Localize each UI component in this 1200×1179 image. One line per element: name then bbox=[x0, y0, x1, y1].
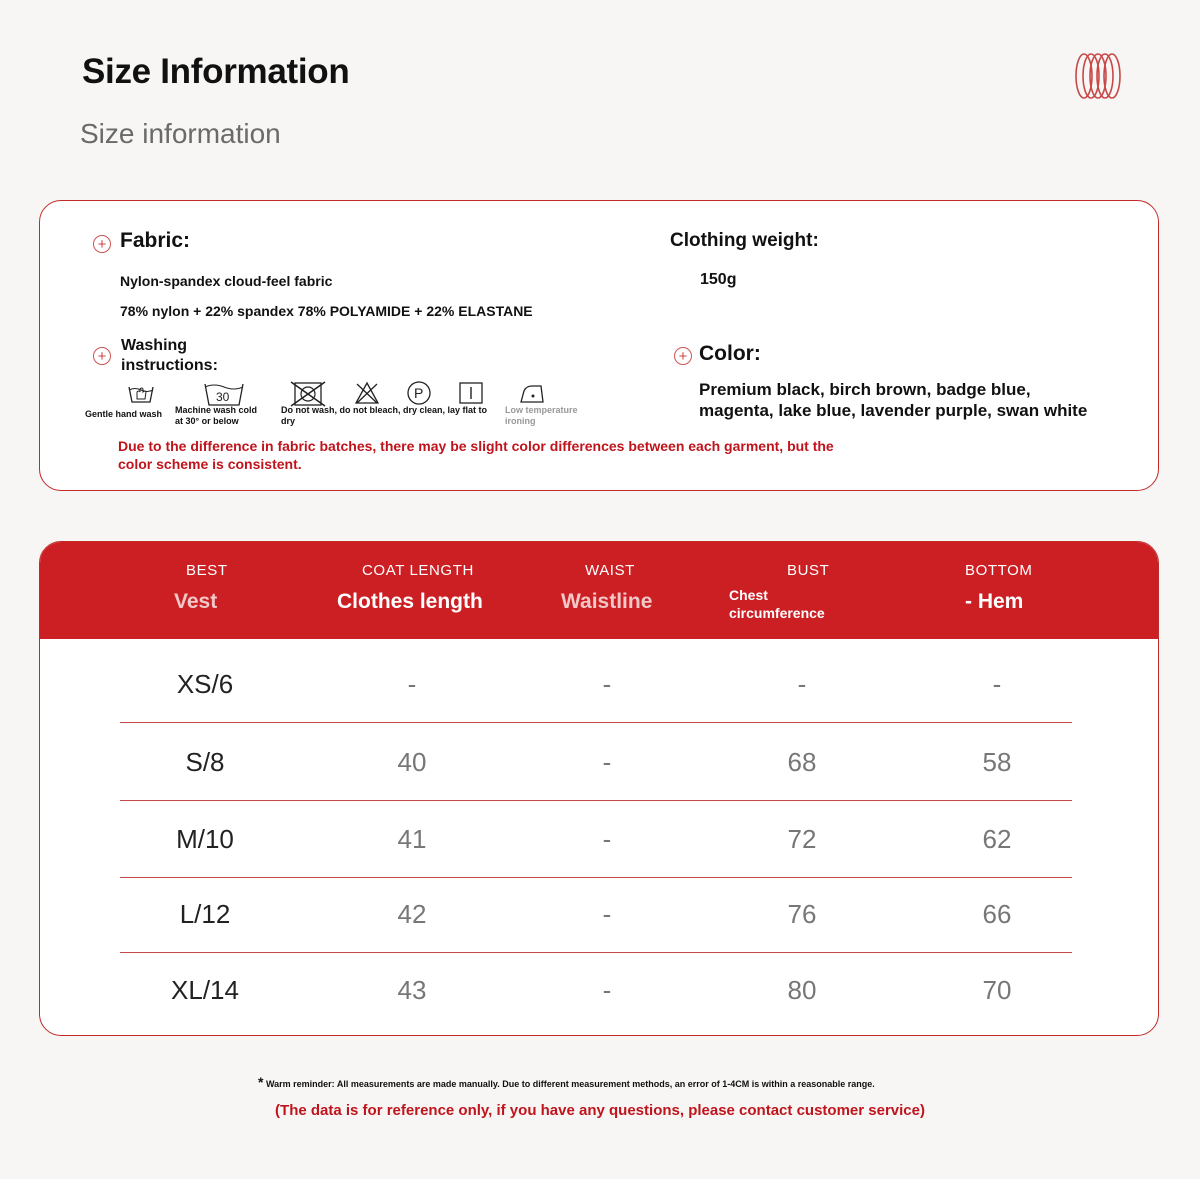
column-header-vest: Vest bbox=[174, 590, 218, 613]
table-row bbox=[120, 952, 1072, 1028]
table-row bbox=[120, 646, 1072, 723]
hem-cell: 58 bbox=[982, 747, 1012, 777]
size-cell: S/8 bbox=[185, 747, 225, 777]
hem-cell: - bbox=[992, 669, 1002, 699]
dry-clean-icon bbox=[406, 380, 432, 406]
column-header-chest-1: Chest bbox=[729, 587, 768, 603]
waist-cell: - bbox=[602, 824, 612, 854]
size-cell: M/10 bbox=[176, 824, 234, 854]
iron-label-2: ironing bbox=[505, 416, 536, 426]
column-header-waistline: Waistline bbox=[561, 590, 653, 613]
column-header-clothes-length: Clothes length bbox=[337, 590, 483, 613]
column-header-best: BEST bbox=[186, 562, 228, 579]
measurement-reminder bbox=[258, 1074, 875, 1090]
plus-icon: + bbox=[93, 235, 111, 253]
wash-30-label-1: Machine wash cold bbox=[175, 405, 258, 415]
length-cell: 42 bbox=[397, 899, 427, 929]
dry-clean-letter: P bbox=[414, 385, 424, 401]
plus-icon: + bbox=[674, 347, 692, 365]
column-header-chest-2: circumference bbox=[729, 605, 825, 621]
length-cell: 43 bbox=[397, 975, 427, 1005]
batch-note-line1: Due to the difference in fabric batches, there may be slight color differences between each garment, but the bbox=[118, 438, 834, 454]
size-cell: XL/14 bbox=[171, 975, 239, 1005]
fabric-description: Nylon-spandex cloud-feel fabric bbox=[120, 273, 333, 289]
size-cell: L/12 bbox=[179, 899, 231, 929]
asterisk-icon: * bbox=[258, 1074, 264, 1090]
plus-icon: + bbox=[93, 347, 111, 365]
hem-cell: 66 bbox=[982, 899, 1012, 929]
table-row bbox=[120, 876, 1072, 953]
color-list-line2: magenta, lake blue, lavender purple, swan white bbox=[699, 401, 1088, 420]
column-header-hem: - Hem bbox=[965, 590, 1024, 613]
waist-cell: - bbox=[602, 747, 612, 777]
waist-cell: - bbox=[602, 975, 612, 1005]
no-bleach-icon bbox=[354, 381, 380, 405]
bust-cell: 68 bbox=[787, 747, 817, 777]
color-title: Color: bbox=[699, 342, 761, 365]
washing-title-line1: Washing bbox=[121, 337, 188, 354]
page-title: Size Information bbox=[82, 52, 350, 91]
wash-30-icon bbox=[203, 381, 245, 407]
reminder-text: Warm reminder: All measurements are made manually. Due to different measurement methods, an error of 1-4CM is within a reasonable range. bbox=[265, 1079, 875, 1089]
lay-flat-icon bbox=[458, 381, 484, 405]
rings-logo-icon bbox=[1074, 52, 1122, 100]
iron-label-1: Low temperature bbox=[505, 405, 578, 415]
no-wash-label-2: dry bbox=[281, 416, 296, 426]
fabric-title: Fabric: bbox=[120, 229, 191, 252]
contact-note: (The data is for reference only, if you have any questions, please contact customer service) bbox=[275, 1102, 925, 1119]
iron-low-icon bbox=[517, 381, 547, 405]
size-table bbox=[39, 541, 1159, 1036]
no-tumble-dry-icon bbox=[290, 381, 326, 407]
column-header-waist: WAIST bbox=[585, 562, 635, 579]
wash-30-label-2: at 30° or below bbox=[175, 416, 239, 426]
batch-note-line2: color scheme is consistent. bbox=[118, 456, 302, 472]
hand-wash-icon bbox=[126, 381, 156, 405]
waist-cell: - bbox=[602, 669, 612, 699]
weight-title: Clothing weight: bbox=[670, 230, 819, 251]
column-header-coat-length: COAT LENGTH bbox=[362, 562, 474, 579]
hem-cell: 62 bbox=[982, 824, 1012, 854]
length-cell: 41 bbox=[397, 824, 427, 854]
fabric-info-card bbox=[39, 200, 1159, 491]
no-wash-label-1: Do not wash, do not bleach, dry clean, lay flat to bbox=[281, 405, 488, 415]
bust-cell: 72 bbox=[787, 824, 817, 854]
column-header-bottom: BOTTOM bbox=[965, 562, 1033, 579]
bust-cell: 80 bbox=[787, 975, 817, 1005]
table-header bbox=[40, 542, 1158, 639]
length-cell: - bbox=[407, 669, 417, 699]
table-row bbox=[120, 801, 1072, 878]
table-row bbox=[120, 724, 1072, 801]
bust-cell: - bbox=[797, 669, 807, 699]
page-subtitle: Size information bbox=[80, 118, 281, 149]
color-list-line1: Premium black, birch brown, badge blue, bbox=[699, 380, 1031, 399]
fabric-composition: 78% nylon + 22% spandex 78% POLYAMIDE + 22% ELASTANE bbox=[120, 303, 533, 319]
bust-cell: 76 bbox=[787, 899, 817, 929]
length-cell: 40 bbox=[397, 747, 427, 777]
column-header-bust: BUST bbox=[787, 562, 830, 579]
waist-cell: - bbox=[602, 899, 612, 929]
hem-cell: 70 bbox=[982, 975, 1012, 1005]
weight-value: 150g bbox=[700, 271, 737, 288]
hand-wash-label: Gentle hand wash bbox=[85, 409, 163, 419]
size-cell: XS/6 bbox=[176, 669, 234, 699]
wash-temp-text: 30 bbox=[216, 390, 230, 404]
washing-title-line2: instructions: bbox=[121, 357, 218, 374]
